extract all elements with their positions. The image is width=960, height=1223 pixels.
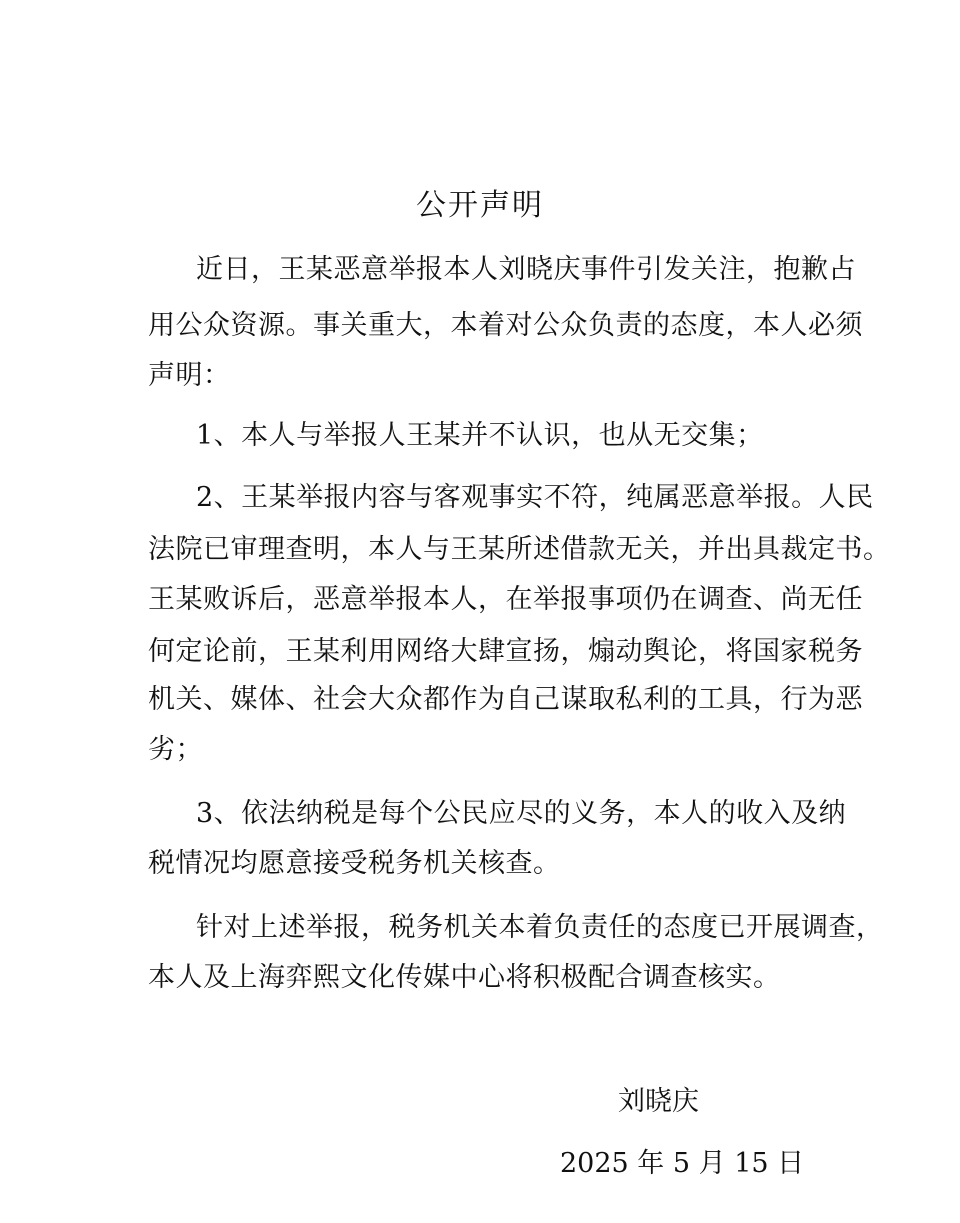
document-date: 2025 年 5 月 15 日	[560, 1148, 805, 1179]
paragraph-intro-line-2: 用公众资源。事关重大，本着对公众负责的态度，本人必须	[148, 310, 863, 341]
item-2-line-3: 王某败诉后，恶意举报本人，在举报事项仍在调查、尚无任	[148, 584, 863, 615]
item-2-line-5: 机关、媒体、社会大众都作为自己谋取私利的工具，行为恶	[148, 684, 863, 715]
item-2-line-6: 劣；	[148, 734, 203, 765]
signature: 刘晓庆	[618, 1086, 699, 1117]
item-1-line-1: 1、本人与举报人王某并不认识，也从无交集；	[196, 420, 764, 451]
paragraph-intro-line-3: 声明：	[148, 360, 231, 391]
closing-line-2: 本人及上海弈熙文化传媒中心将积极配合调查核实。	[148, 962, 781, 993]
paragraph-intro-line-1: 近日，王某恶意举报本人刘晓庆事件引发关注，抱歉占	[196, 254, 856, 285]
document-title: 公开声明	[416, 188, 544, 223]
item-2-line-2: 法院已审理查明，本人与王某所述借款无关，并出具裁定书。	[148, 534, 891, 565]
item-3-line-2: 税情况均愿意接受税务机关核查。	[148, 848, 561, 879]
item-3-line-1: 3、依法纳税是每个公民应尽的义务，本人的收入及纳	[196, 798, 847, 829]
item-2-line-4: 何定论前，王某利用网络大肆宣扬，煽动舆论，将国家税务	[148, 636, 863, 667]
item-2-line-1: 2、王某举报内容与客观事实不符，纯属恶意举报。人民	[196, 482, 874, 513]
closing-line-1: 针对上述举报，税务机关本着负责任的态度已开展调查，	[196, 912, 884, 943]
